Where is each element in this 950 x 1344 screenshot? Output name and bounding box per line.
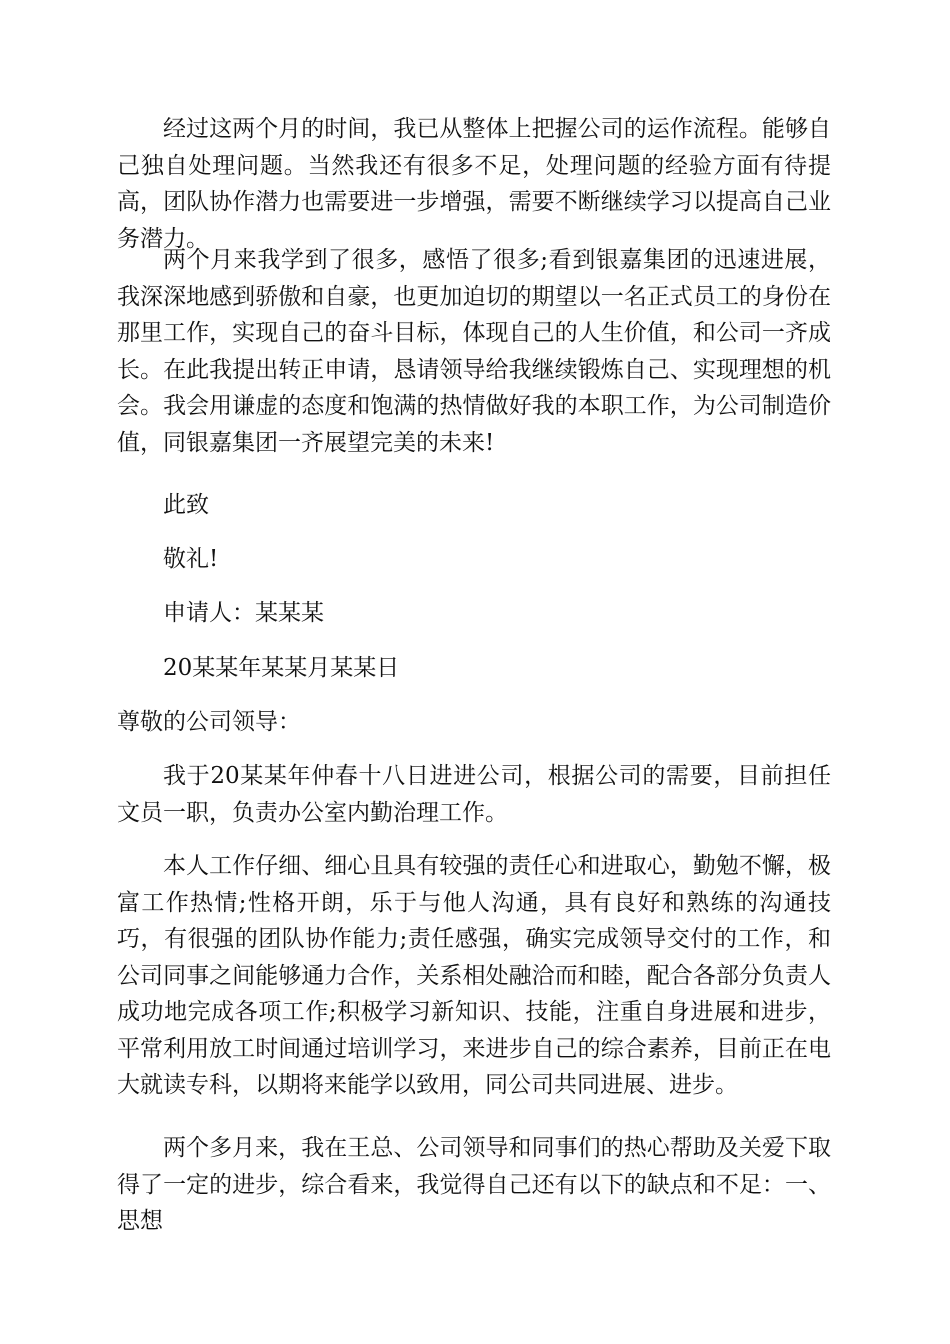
paragraph-regularization-request: 两个月来我学到了很多，感悟了很多;看到银嘉集团的迅速进展，我深深地感到骄傲和自豪，也更加迫切的期望以一名正式员工的身份在那里工作，实现自己的奋斗目标，体现自己的人生价值，和公司一齐成长。在此我提出转正申请，恳请领导给我继续锻炼自己、实现理想的机会。我会用谦虚的态度和饱满的热情做好我的本职工作，为公司制造价值，同银嘉集团一齐展望完美的未来!: [117, 247, 831, 456]
applicant-signature: 申请人：某某某: [163, 600, 324, 626]
letter-date: 20某某年某某月某某日: [163, 655, 400, 681]
paragraph-employment-intro: 我于20某某年仲春十八日进进公司，根据公司的需要，目前担任文员一职，负责办公室内勤治理工作。: [117, 763, 831, 826]
letter-greeting: 尊敬的公司领导：: [117, 709, 301, 735]
paragraph-self-evaluation: 本人工作仔细、细心且具有较强的责任心和进取心，勤勉不懈，极富工作热情;性格开朗，乐于与他人沟通，具有良好和熟练的沟通技巧，有很强的团队协作能力;责任感强，确实完成领导交付的工作，和公司同事之间能够通力合作，关系相处融洽而和睦，配合各部分负责人成功地完成各项工作;积极学习新知识、技能，注重自身进展和进步，平常利用放工时间通过培训学习，来进步自己的综合素养，目前正在电大就读专科，以期将来能学以致用，同公司共同进展、进步。: [117, 853, 831, 1098]
salute-text: 敬礼!: [163, 546, 219, 572]
paragraph-progress-summary: 经过这两个月的时间，我已从整体上把握公司的运作流程。能够自己独自处理问题。当然我还有很多不足，处理问题的经验方面有待提高，团队协作潜力也需要进一步增强，需要不断继续学习以提高自己业务潜力。: [117, 116, 831, 252]
paragraph-shortcomings: 两个多月来，我在王总、公司领导和同事们的热心帮助及关爱下取得了一定的进步，综合看来，我觉得自己还有以下的缺点和不足：一、思想: [117, 1135, 831, 1234]
closing-text: 此致: [163, 492, 209, 518]
